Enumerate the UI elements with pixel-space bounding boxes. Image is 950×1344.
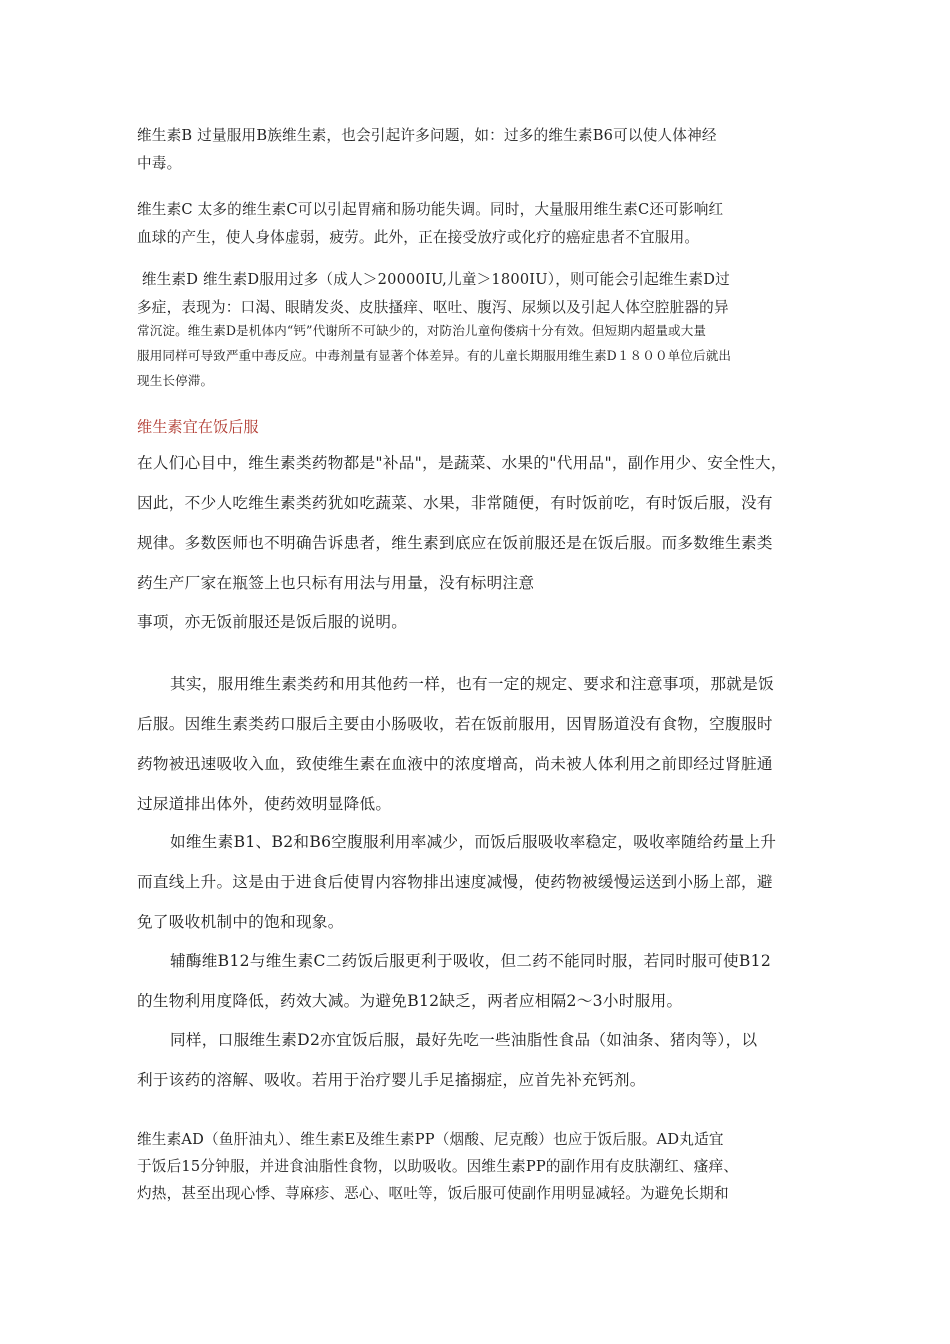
text-line: 同样，口服维生素D2亦宜饭后服，最好先吃一些油脂性食品（如油条、猪肉等），以 — [170, 1031, 758, 1049]
paragraph-vitamin-b-group — [137, 822, 817, 942]
text-line: 如维生素B1、B2和B6空腹服利用率减少，而饭后服吸收率稳定，吸收率随给药量上升 — [170, 833, 777, 851]
text-line: 现生长停滞。 — [137, 373, 214, 388]
text-line: 后服。因维生素类药口服后主要由小肠吸收，若在饭前服用，因胃肠道没有食物，空腹服时 — [137, 715, 773, 733]
paragraph-vitamin-b12 — [137, 941, 817, 1021]
text-line: 规律。多数医师也不明确告诉患者，维生素到底应在饭前服还是在饭后服。而多数维生素类 — [137, 534, 773, 552]
paragraph-intro — [137, 443, 817, 603]
paragraph-vitamin-d-small — [137, 318, 817, 393]
text-line: 维生素C 太多的维生素C可以引起胃痛和肠功能失调。同时，大量服用维生素C还可影响红 — [137, 201, 724, 218]
text-line: 维生素AD（鱼肝油丸）、维生素E及维生素PP（烟酸、尼克酸）也应于饭后服。AD丸适宜 — [137, 1131, 724, 1148]
text-line: 维生素B 过量服用B族维生素，也会引起许多问题，如：过多的维生素B6可以使人体神经 — [137, 127, 717, 144]
text-line: 事项，亦无饭前服还是饭后服的说明。 — [137, 613, 408, 631]
text-line: 多症，表现为：口渴、眼睛发炎、皮肤搔痒、呕吐、腹泻、尿频以及引起人体空腔脏器的异 — [137, 299, 729, 316]
section-heading: 维生素宜在饭后服 — [137, 418, 259, 436]
text-line: 血球的产生，使人身体虚弱，疲劳。此外，正在接受放疗或化疗的癌症患者不宜服用。 — [137, 229, 700, 246]
text-line: 其实，服用维生素类药和用其他药一样，也有一定的规定、要求和注意事项，那就是饭 — [170, 675, 774, 693]
paragraph-vitamin-d2 — [137, 1020, 817, 1100]
text-line: 免了吸收机制中的饱和现象。 — [137, 913, 344, 931]
paragraph-vitamin-c — [137, 196, 817, 252]
paragraph-vitamin-d — [137, 266, 817, 322]
paragraph-fact — [137, 664, 817, 824]
text-line: 利于该药的溶解、吸收。若用于治疗婴儿手足搐搦症，应首先补充钙剂。 — [137, 1071, 646, 1089]
text-line: 的生物利用度降低，药效大减。为避免B12缺乏，两者应相隔2～3小时服用。 — [137, 992, 683, 1010]
text-line: 灼热，甚至出现心悸、荨麻疹、恶心、呕吐等，饭后服可使副作用明显减轻。为避免长期和 — [137, 1185, 729, 1202]
text-line: 维生素D 维生素D服用过多（成人＞20000IU,儿童＞1800IU），则可能会引起维生素D过 — [137, 271, 730, 288]
paragraph-intro-end — [137, 602, 817, 642]
text-line: 于饭后15分钟服，并进食油脂性食物，以助吸收。因维生素PP的副作用有皮肤潮红、瘙痒、 — [137, 1158, 739, 1175]
text-line: 在人们心目中，维生素类药物都是"补品"，是蔬菜、水果的"代用品"，副作用少、安全性大， — [137, 454, 787, 472]
text-line: 常沉淀。维生素D是机体内“钙”代谢所不可缺少的，对防治儿童佝偻病十分有效。但短期内超量或大量 — [137, 323, 707, 338]
paragraph-vitamin-b — [137, 122, 817, 178]
text-line: 过尿道排出体外，使药效明显降低。 — [137, 795, 392, 813]
text-line: 因此，不少人吃维生素类药犹如吃蔬菜、水果，非常随便，有时饭前吃，有时饭后服，没有 — [137, 494, 773, 512]
text-line: 中毒。 — [137, 155, 182, 172]
text-line: 服用同样可导致严重中毒反应。中毒剂量有显著个体差异。有的儿童长期服用维生素D１８００单位后就出 — [137, 348, 732, 363]
text-line: 药物被迅速吸收入血，致使维生素在血液中的浓度增高，尚未被人体利用之前即经过肾脏通 — [137, 755, 773, 773]
text-line: 辅酶维B12与维生素C二药饭后服更利于吸收，但二药不能同时服，若同时服可使B12 — [170, 952, 772, 970]
text-line: 而直线上升。这是由于进食后使胃内容物排出速度减慢，使药物被缓慢运送到小肠上部，避 — [137, 873, 773, 891]
text-line: 药生产厂家在瓶签上也只标有用法与用量，没有标明注意 — [137, 574, 535, 592]
paragraph-vitamin-ad — [137, 1126, 817, 1207]
